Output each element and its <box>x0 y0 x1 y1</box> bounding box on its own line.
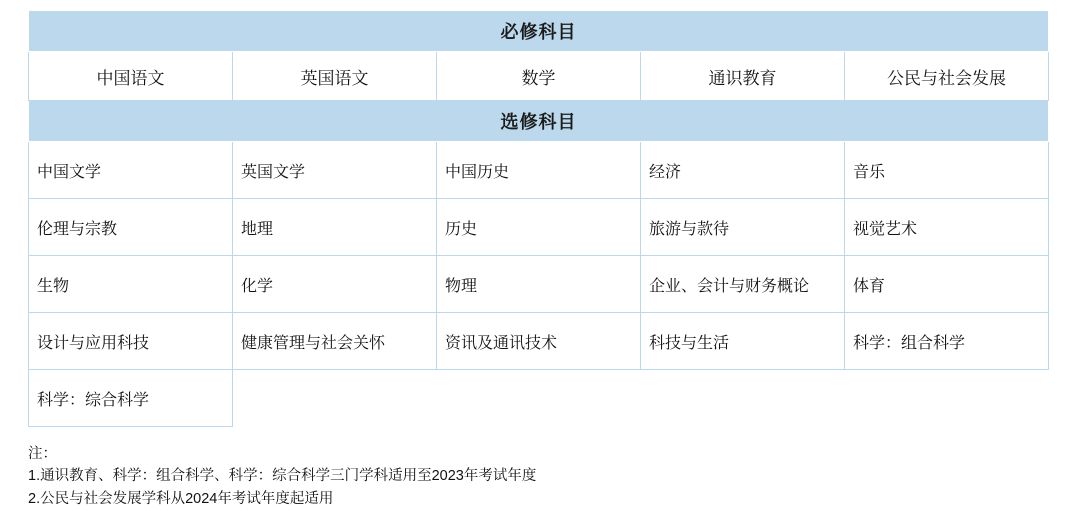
elective-subject-cell: 伦理与宗教 <box>29 199 233 256</box>
elective-subject-cell: 物理 <box>437 256 641 313</box>
core-subject-cell: 通识教育 <box>641 52 845 101</box>
elective-subject-cell: 科学：组合科学 <box>845 313 1049 370</box>
elective-subject-cell: 地理 <box>233 199 437 256</box>
elective-subject-cell: 科学：综合科学 <box>29 370 233 427</box>
core-subject-cell: 公民与社会发展 <box>845 52 1049 101</box>
table-row <box>29 199 1049 256</box>
core-header-label: 必修科目 <box>29 11 1049 52</box>
table-row <box>29 313 1049 370</box>
elective-header-row <box>29 101 1049 142</box>
elective-subject-cell: 资讯及通讯技术 <box>437 313 641 370</box>
elective-subject-cell: 生物 <box>29 256 233 313</box>
elective-subject-cell: 化学 <box>233 256 437 313</box>
elective-subject-cell: 中国历史 <box>437 142 641 199</box>
notes-line-2: 2.公民与社会发展学科从2024年考试年度起适用 <box>28 490 334 507</box>
core-subjects-row <box>29 52 1049 101</box>
elective-subject-cell: 体育 <box>845 256 1049 313</box>
notes-line-1: 1.通识教育、科学：组合科学、科学：综合科学三门学科适用至2023年考试年度 <box>28 468 537 485</box>
elective-subject-cell: 中国文学 <box>29 142 233 199</box>
core-subject-cell: 中国语文 <box>29 52 233 101</box>
core-subject-cell: 数学 <box>437 52 641 101</box>
elective-subject-cell: 企业、会计与财务概论 <box>641 256 845 313</box>
elective-subject-cell: 音乐 <box>845 142 1049 199</box>
notes-title: 注： <box>28 446 57 462</box>
elective-subject-cell: 视觉艺术 <box>845 199 1049 256</box>
empty-cell <box>641 370 845 427</box>
notes-block <box>28 443 1048 510</box>
elective-subject-cell: 历史 <box>437 199 641 256</box>
elective-subject-cell: 经济 <box>641 142 845 199</box>
elective-subject-cell: 设计与应用科技 <box>29 313 233 370</box>
core-header-row <box>29 11 1049 52</box>
empty-cell <box>233 370 437 427</box>
elective-subject-cell: 健康管理与社会关怀 <box>233 313 437 370</box>
table-row <box>29 256 1049 313</box>
elective-subject-cell: 英国文学 <box>233 142 437 199</box>
table-row <box>29 142 1049 199</box>
elective-header-label: 选修科目 <box>29 101 1049 142</box>
core-subject-cell: 英国语文 <box>233 52 437 101</box>
elective-subject-cell: 科技与生活 <box>641 313 845 370</box>
elective-subject-cell: 旅游与款待 <box>641 199 845 256</box>
empty-cell <box>437 370 641 427</box>
empty-cell <box>845 370 1049 427</box>
subject-table <box>28 10 1049 427</box>
table-row <box>29 370 1049 427</box>
